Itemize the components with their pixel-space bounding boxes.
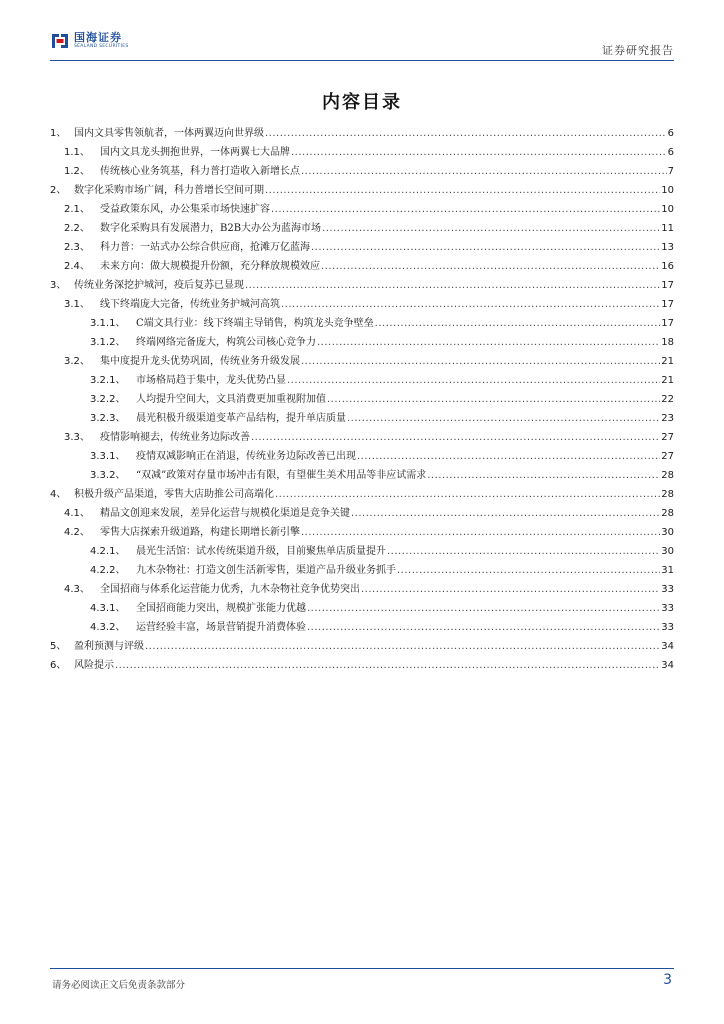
toc-dot-leader	[307, 599, 660, 618]
page-number: 3	[663, 972, 672, 988]
toc-dot-leader	[301, 523, 660, 542]
toc-entry-number: 4.3、	[64, 584, 90, 595]
toc-dot-leader	[387, 542, 660, 561]
toc-entry-title: 全国招商能力突出，规模扩张能力优越	[136, 603, 306, 614]
toc-entry-page: 6	[667, 128, 674, 139]
toc-entry-page: 13	[661, 242, 674, 253]
toc-entry[interactable]	[50, 181, 674, 200]
toc-entry-number: 1.1、	[64, 147, 90, 158]
logo-english-name: SEALAND SECURITIES	[74, 44, 129, 49]
toc-dot-leader	[361, 580, 660, 599]
toc-entry-number: 4.2.2、	[90, 565, 126, 576]
toc-entry-page: 18	[661, 337, 674, 348]
toc-entry-page: 6	[667, 147, 674, 158]
toc-entry-number: 4.2、	[64, 527, 90, 538]
toc-entry-number: 2.1、	[64, 204, 90, 215]
toc-entry-title: 精品文创迎来发展，差异化运营与规模化渠道是竞争关键	[100, 508, 350, 519]
toc-entry-page: 28	[661, 508, 674, 519]
report-type-label: 证券研究报告	[602, 44, 674, 57]
toc-entry-number: 3.2.2、	[90, 394, 126, 405]
toc-entry-number: 1.2、	[64, 166, 90, 177]
toc-entry-title: 科力普：一站式办公综合供应商，抢滩万亿蓝海	[100, 242, 310, 253]
toc-entry-title: C端文具行业：线下终端主导销售，构筑龙头竞争壁垒	[136, 318, 374, 329]
toc-entry-page: 34	[661, 641, 674, 652]
toc-entry-page: 21	[661, 375, 674, 386]
toc-entry-title: 数字化采购具有发展潜力，B2B大办公为蓝海市场	[100, 223, 322, 234]
toc-entry-number: 2.2、	[64, 223, 90, 234]
toc-entry-page: 17	[661, 318, 674, 329]
toc-entry-number: 3.1、	[64, 299, 90, 310]
toc-entry-title: 晨光生活馆：试水传统渠道升级，目前聚焦单店质量提升	[136, 546, 386, 557]
toc-entry-page: 22	[661, 394, 674, 405]
toc-entry[interactable]	[50, 523, 674, 542]
toc-entry-number: 2.3、	[64, 242, 90, 253]
toc-entry[interactable]	[50, 504, 674, 523]
toc-dot-leader	[311, 238, 660, 257]
toc-dot-leader	[145, 637, 660, 656]
toc-entry-number: 6、	[50, 660, 67, 671]
toc-dot-leader	[275, 485, 660, 504]
toc-dot-leader	[271, 200, 660, 219]
toc-entry[interactable]	[50, 143, 674, 162]
toc-entry-number: 2.4、	[64, 261, 90, 272]
toc-entry-number: 1、	[50, 128, 67, 139]
sealand-logo-icon	[50, 31, 70, 51]
toc-dot-leader	[307, 618, 660, 637]
toc-entry[interactable]	[50, 314, 674, 333]
toc-entry[interactable]	[50, 295, 674, 314]
toc-entry-page: 34	[661, 660, 674, 671]
toc-entry-number: 4.3.2、	[90, 622, 126, 633]
toc-entry-title: 盈利预测与评级	[74, 641, 144, 652]
toc-dot-leader	[291, 143, 667, 162]
toc-entry-title: 未来方向：做大规模提升份额，充分释放规模效应	[100, 261, 320, 272]
toc-entry-page: 21	[661, 356, 674, 367]
toc-entry-page: 10	[661, 185, 674, 196]
toc-entry-number: 4.1、	[64, 508, 90, 519]
company-logo	[50, 30, 129, 52]
logo-chinese-name: 国海证券	[74, 31, 122, 44]
toc-entry[interactable]	[50, 542, 674, 561]
toc-dot-leader	[327, 390, 660, 409]
toc-dot-leader	[265, 124, 667, 143]
toc-dot-leader	[115, 656, 660, 675]
toc-entry-page: 33	[661, 603, 674, 614]
toc-entry-title: 疫情双减影响正在消退，传统业务边际改善已出现	[136, 451, 356, 462]
toc-dot-leader	[281, 295, 660, 314]
toc-entry-title: 人均提升空间大，文具消费更加重视附加值	[136, 394, 326, 405]
toc-entry-title: 全国招商与体系化运营能力优秀，九木杂物社竞争优势突出	[100, 584, 360, 595]
toc-entry-title: 疫情影响褪去，传统业务边际改善	[100, 432, 250, 443]
toc-entry-page: 30	[661, 527, 674, 538]
toc-entry[interactable]	[50, 371, 674, 390]
toc-entry[interactable]	[50, 162, 674, 181]
footer-divider	[50, 968, 674, 969]
toc-entry-page: 7	[667, 166, 674, 177]
toc-entry[interactable]	[50, 276, 674, 295]
toc-dot-leader	[397, 561, 660, 580]
toc-entry-page: 33	[661, 584, 674, 595]
toc-entry-number: 4.2.1、	[90, 546, 126, 557]
toc-entry-page: 28	[661, 489, 674, 500]
toc-entry[interactable]	[50, 656, 674, 675]
toc-entry-number: 3.2、	[64, 356, 90, 367]
toc-entry-title: 晨光积极升级渠道变革产品结构，提升单店质量	[136, 413, 346, 424]
toc-entry[interactable]	[50, 352, 674, 371]
toc-entry-page: 33	[661, 622, 674, 633]
toc-dot-leader	[287, 371, 660, 390]
toc-dot-leader	[245, 276, 660, 295]
page-title: 内容目录	[322, 92, 402, 113]
toc-entry[interactable]	[50, 333, 674, 352]
toc-entry-title: 运营经验丰富，场景营销提升消费体验	[136, 622, 306, 633]
toc-entry-title: 线下终端庞大完备，传统业务护城河高筑	[100, 299, 280, 310]
toc-entry-number: 3.3.2、	[90, 470, 126, 481]
toc-entry-page: 27	[661, 432, 674, 443]
toc-entry[interactable]	[50, 428, 674, 447]
toc-entry-title: 零售大店探索升级道路，构建长期增长新引擎	[100, 527, 300, 538]
toc-entry-number: 4.3.1、	[90, 603, 126, 614]
toc-entry-title: 国内文具龙头拥抱世界，一体两翼七大品牌	[100, 147, 290, 158]
toc-entry[interactable]	[50, 561, 674, 580]
toc-entry-page: 23	[661, 413, 674, 424]
toc-dot-leader	[301, 162, 667, 181]
toc-entry-number: 5、	[50, 641, 67, 652]
toc-dot-leader	[351, 504, 660, 523]
toc-dot-leader	[301, 352, 660, 371]
toc-entry[interactable]	[50, 618, 674, 637]
toc-entry[interactable]	[50, 580, 674, 599]
toc-entry-title: 传统核心业务筑基，科力普打造收入新增长点	[100, 166, 300, 177]
toc-dot-leader	[265, 181, 660, 200]
toc-entry[interactable]	[50, 238, 674, 257]
toc-entry-title: 受益政策东风，办公集采市场快速扩容	[100, 204, 270, 215]
toc-entry-number: 3.1.2、	[90, 337, 126, 348]
toc-entry-title: 终端网络完备庞大，构筑公司核心竞争力	[136, 337, 316, 348]
toc-dot-leader	[375, 314, 661, 333]
toc-entry-page: 16	[661, 261, 674, 272]
toc-entry-page: 31	[661, 565, 674, 576]
toc-entry-number: 4、	[50, 489, 67, 500]
toc-entry-page: 28	[661, 470, 674, 481]
toc-entry[interactable]	[50, 124, 674, 143]
toc-entry[interactable]	[50, 466, 674, 485]
toc-entry[interactable]	[50, 200, 674, 219]
toc-entry-title: 传统业务深挖护城河，疫后复苏已显现	[74, 280, 244, 291]
toc-entry-page: 27	[661, 451, 674, 462]
toc-entry[interactable]	[50, 390, 674, 409]
table-of-contents	[50, 124, 674, 675]
toc-entry-number: 3.2.3、	[90, 413, 126, 424]
toc-entry-number: 3.2.1、	[90, 375, 126, 386]
toc-entry-number: 2、	[50, 185, 67, 196]
toc-entry-title: 积极升级产品渠道，零售大店助推公司高端化	[74, 489, 274, 500]
toc-entry-page: 17	[661, 299, 674, 310]
toc-entry-title: 风险提示	[74, 660, 114, 671]
header-divider	[50, 60, 674, 61]
toc-entry-page: 30	[661, 546, 674, 557]
toc-entry-title: 数字化采购市场广阔，科力普增长空间可期	[74, 185, 264, 196]
toc-entry-title: 市场格局趋于集中，龙头优势凸显	[136, 375, 286, 386]
toc-entry-title: 九木杂物社：打造文创生活新零售，渠道产品升级业务抓手	[136, 565, 396, 576]
toc-entry[interactable]	[50, 447, 674, 466]
toc-entry-number: 3、	[50, 280, 67, 291]
toc-dot-leader	[427, 466, 660, 485]
toc-entry-page: 10	[661, 204, 674, 215]
toc-dot-leader	[357, 447, 660, 466]
toc-entry[interactable]	[50, 257, 674, 276]
toc-entry-page: 11	[661, 223, 674, 234]
toc-entry[interactable]	[50, 637, 674, 656]
toc-dot-leader	[322, 219, 660, 238]
toc-entry[interactable]	[50, 599, 674, 618]
toc-entry[interactable]	[50, 485, 674, 504]
toc-entry-number: 3.3.1、	[90, 451, 126, 462]
toc-dot-leader	[317, 333, 660, 352]
toc-dot-leader	[251, 428, 660, 447]
toc-entry[interactable]	[50, 219, 674, 238]
toc-entry-page: 17	[661, 280, 674, 291]
toc-entry-title: “双减”政策对存量市场冲击有限，有望催生美术用品等非应试需求	[136, 470, 427, 481]
page-header	[50, 28, 674, 62]
toc-entry-title: 国内文具零售领航者，一体两翼迈向世界级	[74, 128, 264, 139]
toc-dot-leader	[347, 409, 660, 428]
toc-entry[interactable]	[50, 409, 674, 428]
toc-entry-number: 3.1.1、	[90, 318, 126, 329]
toc-entry-number: 3.3、	[64, 432, 90, 443]
toc-entry-title: 集中度提升龙头优势巩固，传统业务升级发展	[100, 356, 300, 367]
disclaimer-note: 请务必阅读正文后免责条款部分	[52, 980, 186, 991]
toc-dot-leader	[321, 257, 660, 276]
